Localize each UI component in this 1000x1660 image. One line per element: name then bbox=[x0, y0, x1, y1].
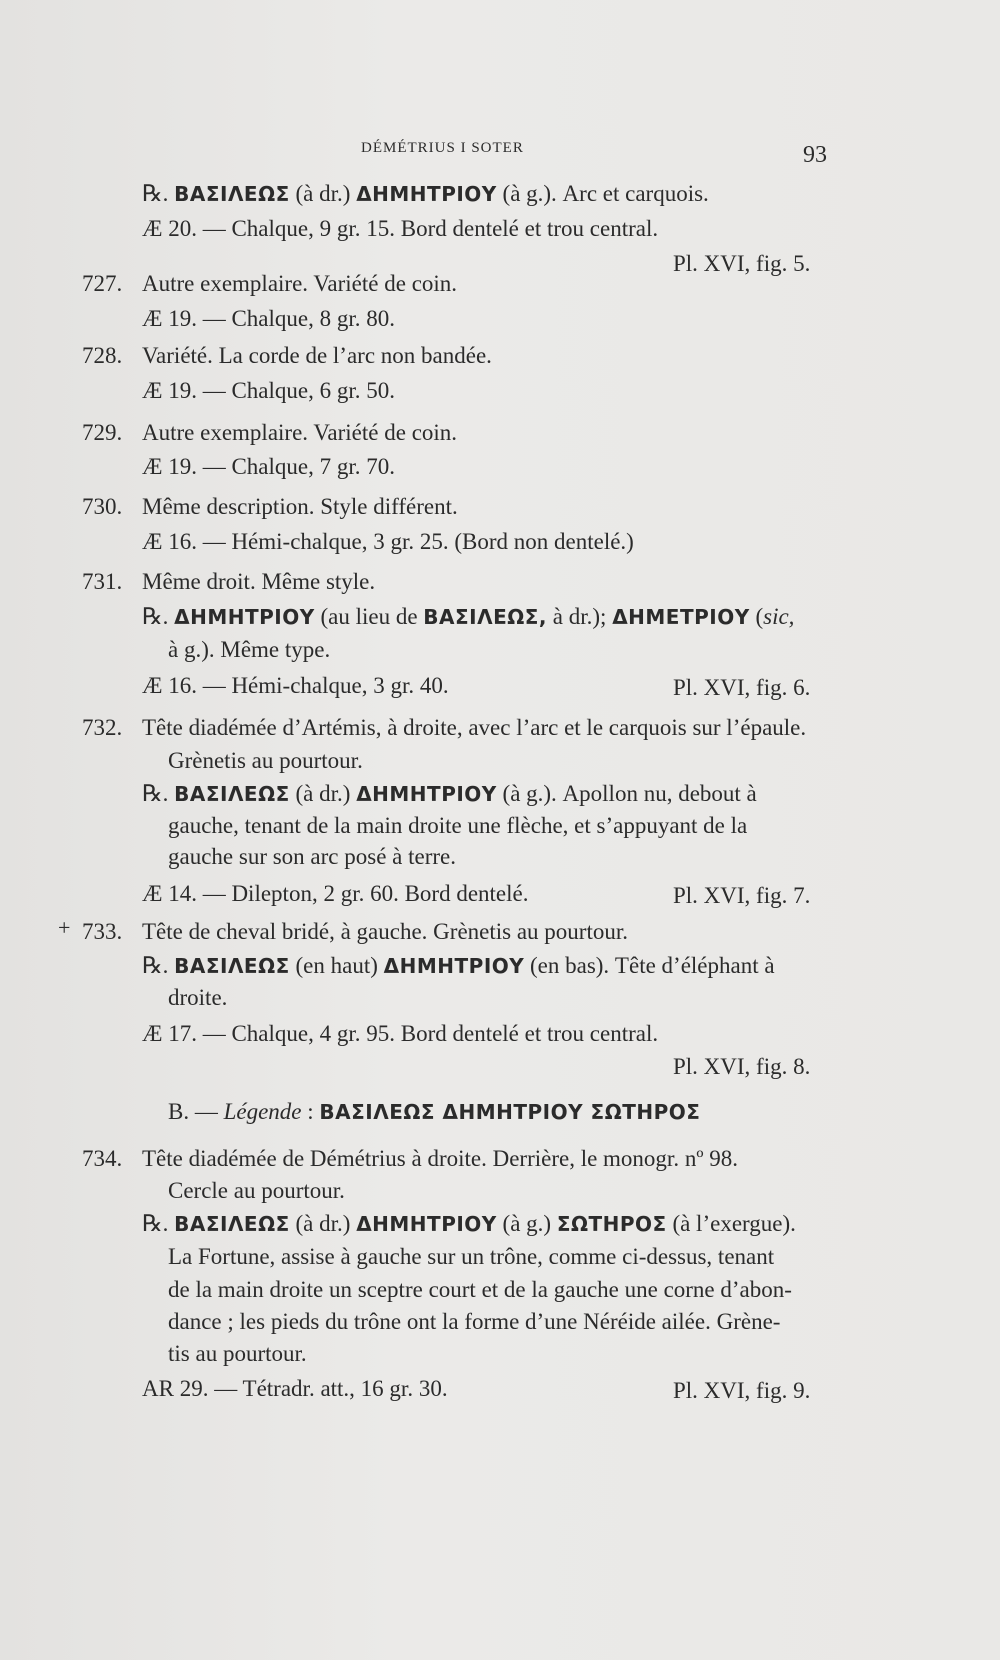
entry-734-line2: Cercle au pourtour. bbox=[168, 1178, 345, 1203]
entry-733-reverse bbox=[142, 952, 775, 980]
entry-number: 734. bbox=[82, 1146, 123, 1171]
entry-729-weight: Æ 19. — Chalque, 7 gr. 70. bbox=[142, 454, 395, 479]
entry-733 bbox=[82, 918, 628, 946]
entry-731-weight: Æ 16. — Hémi-chalque, 3 gr. 40. bbox=[142, 673, 449, 698]
greek-legend: ΔΗΜΗΤΡΙΟΥ bbox=[356, 782, 497, 806]
plate-reference: Pl. XVI, fig. 9. bbox=[673, 1378, 811, 1403]
greek-legend: ΔΗΜΗΤΡΙΟΥ bbox=[174, 605, 315, 629]
plate-reference: Pl. XVI, fig. 6. bbox=[673, 675, 811, 700]
entry-734-line7: tis au pourtour. bbox=[168, 1341, 307, 1366]
entry-description: Tête diadémée de Démétrius à droite. Derrière, le monogr. nº 98. bbox=[142, 1146, 738, 1171]
greek-legend: ΒΑΣΙΛΕΩΣ bbox=[174, 1212, 290, 1236]
entry-description: Variété. La corde de l’arc non bandée. bbox=[142, 343, 492, 368]
reverse-line bbox=[142, 180, 709, 208]
entry-734-line4: La Fortune, assise à gauche sur un trône, comme ci-dessus, tenant bbox=[168, 1244, 775, 1269]
entry-732 bbox=[82, 714, 806, 742]
entry-731-type: à g.). Même type. bbox=[168, 637, 331, 662]
entry-730 bbox=[82, 493, 458, 521]
text: (à dr.) bbox=[295, 181, 351, 206]
text: (en haut) bbox=[295, 953, 378, 978]
section-legend-word: Légende bbox=[223, 1099, 302, 1124]
entry-734-line5: de la main droite un sceptre court et de la gauche une corne d’abon- bbox=[168, 1277, 792, 1302]
greek-legend: ΒΑΣΙΛΕΩΣ, bbox=[423, 605, 548, 629]
entry-description: Même droit. Même style. bbox=[142, 569, 376, 594]
running-header: DÉMÉTRIUS I SOTER bbox=[361, 140, 524, 156]
entry-number: 733. bbox=[82, 919, 123, 944]
entry-733-line3: droite. bbox=[168, 985, 228, 1010]
text: à dr.); bbox=[552, 604, 607, 629]
reverse-symbol: ℞. bbox=[142, 953, 169, 978]
entry-734-reverse bbox=[142, 1210, 796, 1238]
entry-728-weight: Æ 19. — Chalque, 6 gr. 50. bbox=[142, 378, 395, 403]
text: (à dr.) bbox=[295, 781, 351, 806]
entry-number: 732. bbox=[82, 715, 123, 740]
greek-legend: ΔΗΜΗΤΡΙΟΥ bbox=[383, 954, 525, 978]
entry-description: Tête diadémée d’Artémis, à droite, avec l’arc et le carquois sur l’épaule. bbox=[142, 715, 807, 740]
text: (au lieu de bbox=[320, 604, 418, 629]
section-label: B. — bbox=[168, 1099, 218, 1124]
entry-732-weight: Æ 14. — Dilepton, 2 gr. 60. Bord dentelé. bbox=[142, 881, 529, 906]
entry-732-line5: gauche sur son arc posé à terre. bbox=[168, 844, 457, 869]
plate-reference: Pl. XVI, fig. 8. bbox=[673, 1054, 811, 1079]
entry-727 bbox=[82, 270, 457, 298]
entry-732-line2: Grènetis au pourtour. bbox=[168, 748, 363, 773]
text: (à g.). Apollon nu, debout à bbox=[502, 781, 757, 806]
text: (à l’exergue). bbox=[672, 1211, 796, 1236]
entry-number: 730. bbox=[82, 494, 123, 519]
entry-727-weight: Æ 19. — Chalque, 8 gr. 80. bbox=[142, 306, 395, 331]
greek-legend: ΔΗΜΗΤΡΙΟΥ bbox=[356, 182, 497, 206]
entry-description: Même description. Style différent. bbox=[142, 494, 458, 519]
entry-number: 731. bbox=[82, 569, 123, 594]
section-heading bbox=[168, 1098, 700, 1126]
entry-description: Autre exemplaire. Variété de coin. bbox=[142, 420, 458, 445]
greek-legend: ΒΑΣΙΛΕΩΣ bbox=[174, 954, 290, 978]
greek-legend: ΣΩΤΗΡΟΣ bbox=[556, 1212, 667, 1236]
margin-mark: + bbox=[58, 915, 71, 940]
entry-734 bbox=[82, 1145, 738, 1173]
entry-731 bbox=[82, 568, 375, 596]
entry-729 bbox=[82, 419, 457, 447]
reverse-symbol: ℞. bbox=[142, 604, 169, 629]
entry-number: 728. bbox=[82, 343, 123, 368]
entry-733-weight: Æ 17. — Chalque, 4 gr. 95. Bord dentelé et trou central. bbox=[142, 1021, 659, 1046]
page-number: 93 bbox=[803, 142, 827, 168]
plate-reference: Pl. XVI, fig. 5. bbox=[673, 251, 811, 276]
greek-legend: ΒΑΣΙΛΕΩΣ bbox=[174, 182, 290, 206]
entry-728 bbox=[82, 342, 492, 370]
entry-730-weight: Æ 16. — Hémi-chalque, 3 gr. 25. (Bord non dentelé.) bbox=[142, 529, 634, 554]
entry-description: Autre exemplaire. Variété de coin. bbox=[142, 271, 458, 296]
text: (à g.). Arc et carquois. bbox=[502, 181, 709, 206]
greek-legend: ΒΑΣΙΛΕΩΣ bbox=[174, 782, 290, 806]
plate-reference: Pl. XVI, fig. 7. bbox=[673, 883, 811, 908]
reverse-symbol: ℞. bbox=[142, 781, 169, 806]
text: : bbox=[307, 1099, 314, 1124]
entry-732-reverse bbox=[142, 780, 757, 808]
entry-731-reverse bbox=[142, 603, 794, 631]
metal-weight-line: Æ 20. — Chalque, 9 gr. 15. Bord dentelé et trou central. bbox=[142, 216, 659, 241]
entry-734-line6: dance ; les pieds du trône ont la forme d’une Néréide ailée. Grène- bbox=[168, 1309, 781, 1334]
greek-legend: ΒΑΣΙΛΕΩΣ ΔΗΜΗΤΡΙΟΥ ΣΩΤΗΡΟΣ bbox=[319, 1100, 701, 1124]
text: (en bas). Tête d’éléphant à bbox=[530, 953, 775, 978]
greek-legend: ΔΗΜΕΤΡΙΟΥ bbox=[612, 605, 750, 629]
entry-description: Tête de cheval bridé, à gauche. Grènetis au pourtour. bbox=[142, 919, 628, 944]
sic-note: sic, bbox=[763, 604, 795, 629]
text: (à g.) bbox=[502, 1211, 552, 1236]
text: (à dr.) bbox=[295, 1211, 351, 1236]
entry-number: 729. bbox=[82, 420, 123, 445]
entry-number: 727. bbox=[82, 271, 123, 296]
entry-734-weight: AR 29. — Tétradr. att., 16 gr. 30. bbox=[142, 1376, 448, 1401]
reverse-symbol: ℞. bbox=[142, 181, 169, 206]
reverse-symbol: ℞. bbox=[142, 1211, 169, 1236]
text: ( bbox=[755, 604, 764, 629]
entry-732-line4: gauche, tenant de la main droite une flèche, et s’appuyant de la bbox=[168, 813, 748, 838]
greek-legend: ΔΗΜΗΤΡΙΟΥ bbox=[356, 1212, 497, 1236]
